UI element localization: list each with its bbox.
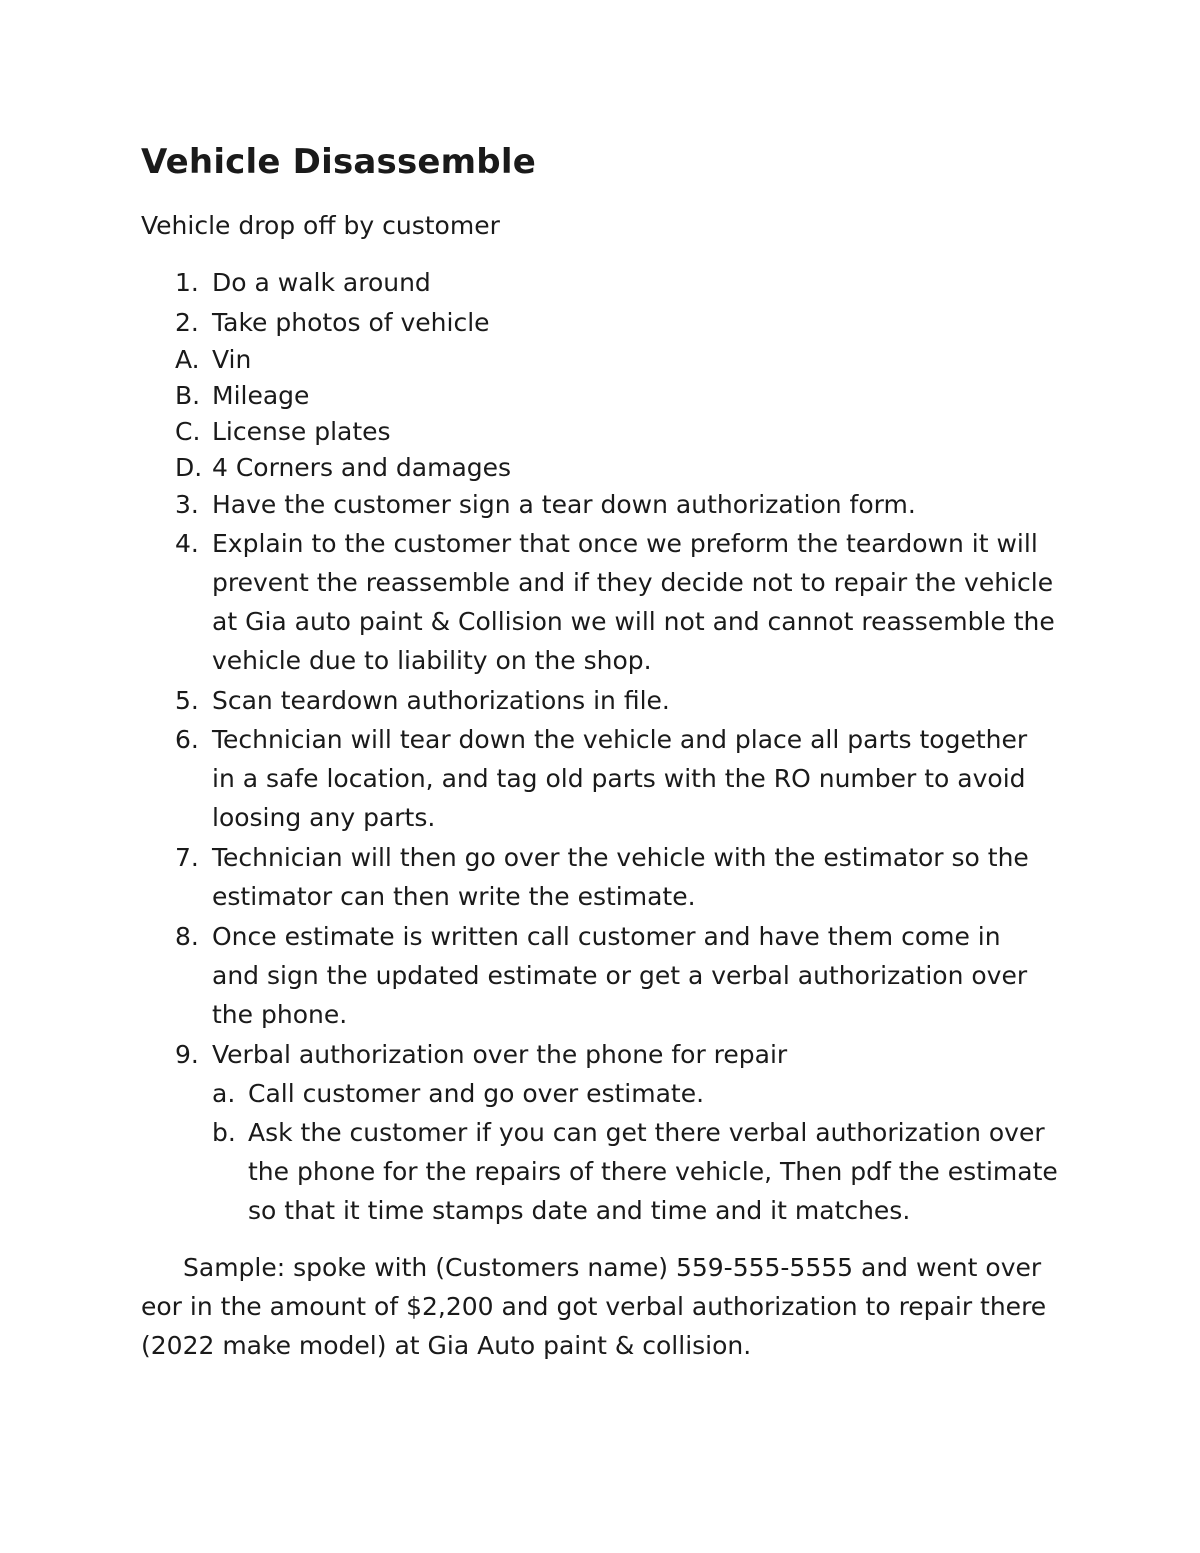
list-item — [175, 303, 1055, 342]
list-marker: A. — [175, 345, 200, 374]
list-marker: D. — [175, 453, 203, 482]
list-item — [175, 412, 1055, 451]
list-marker: a. — [212, 1079, 236, 1108]
list-item — [175, 376, 1055, 415]
list-item — [175, 681, 1055, 720]
sample-paragraph: Sample: spoke with (Customers name) 559-555-5555 and went over eor in the amount of $2,200 and got verbal authorization to repair there (2022 make model) at Gia Auto paint & collision. — [141, 1253, 1047, 1360]
list-item-text: Take photos of vehicle — [212, 308, 490, 337]
list-item-text: Vin — [212, 345, 252, 374]
list-item — [175, 917, 1055, 1034]
list-item-text: 4 Corners and damages — [212, 453, 512, 482]
list-marker: 1. — [175, 268, 199, 297]
list-marker: 6. — [175, 725, 199, 754]
list-item — [175, 448, 1055, 487]
list-item — [175, 838, 1055, 916]
list-item-text: License plates — [212, 417, 391, 446]
sub-list-item — [212, 1113, 1062, 1230]
list-marker: 4. — [175, 529, 199, 558]
list-item — [175, 263, 1055, 302]
list-item-text: Scan teardown authorizations in file. — [212, 686, 670, 715]
list-marker: b. — [212, 1118, 236, 1147]
list-marker: 3. — [175, 490, 199, 519]
list-marker: 7. — [175, 843, 199, 872]
list-item-text: Once estimate is written call customer and have them come in and sign the updated estimate or get a verbal authorization over the phone. — [212, 922, 1028, 1029]
intro-line: Vehicle drop off by customer — [141, 211, 500, 240]
page-title: Vehicle Disassemble — [141, 142, 536, 182]
list-item-text: Call customer and go over estimate. — [248, 1079, 705, 1108]
list-item-text: Ask the customer if you can get there verbal authorization over the phone for the repairs of there vehicle, Then pdf the estimate so that it time stamps date and time and it matches. — [248, 1118, 1058, 1225]
list-item-text: Technician will tear down the vehicle and place all parts together in a safe location, and tag old parts with the RO number to avoid loosing any parts. — [212, 725, 1028, 832]
list-marker: 2. — [175, 308, 199, 337]
list-item-text: Have the customer sign a tear down authorization form. — [212, 490, 916, 519]
list-item — [175, 1035, 1055, 1074]
list-item — [175, 524, 1055, 680]
list-marker: B. — [175, 381, 201, 410]
list-item-text: Do a walk around — [212, 268, 431, 297]
list-item-text: Explain to the customer that once we preform the teardown it will prevent the reassemble and if they decide not to repair the vehicle at Gia auto paint & Collision we will not and cannot reassemble the vehicle due to liability on the shop. — [212, 529, 1055, 675]
list-item-text: Technician will then go over the vehicle with the estimator so the estimator can then write the estimate. — [212, 843, 1029, 911]
list-marker: C. — [175, 417, 201, 446]
list-marker: 5. — [175, 686, 199, 715]
list-item-text: Mileage — [212, 381, 310, 410]
list-marker: 8. — [175, 922, 199, 951]
list-marker: 9. — [175, 1040, 199, 1069]
list-item-text: Verbal authorization over the phone for repair — [212, 1040, 788, 1069]
list-item — [175, 485, 1055, 524]
sub-list-item — [212, 1074, 1062, 1113]
list-item — [175, 340, 1055, 379]
list-item — [175, 720, 1055, 837]
